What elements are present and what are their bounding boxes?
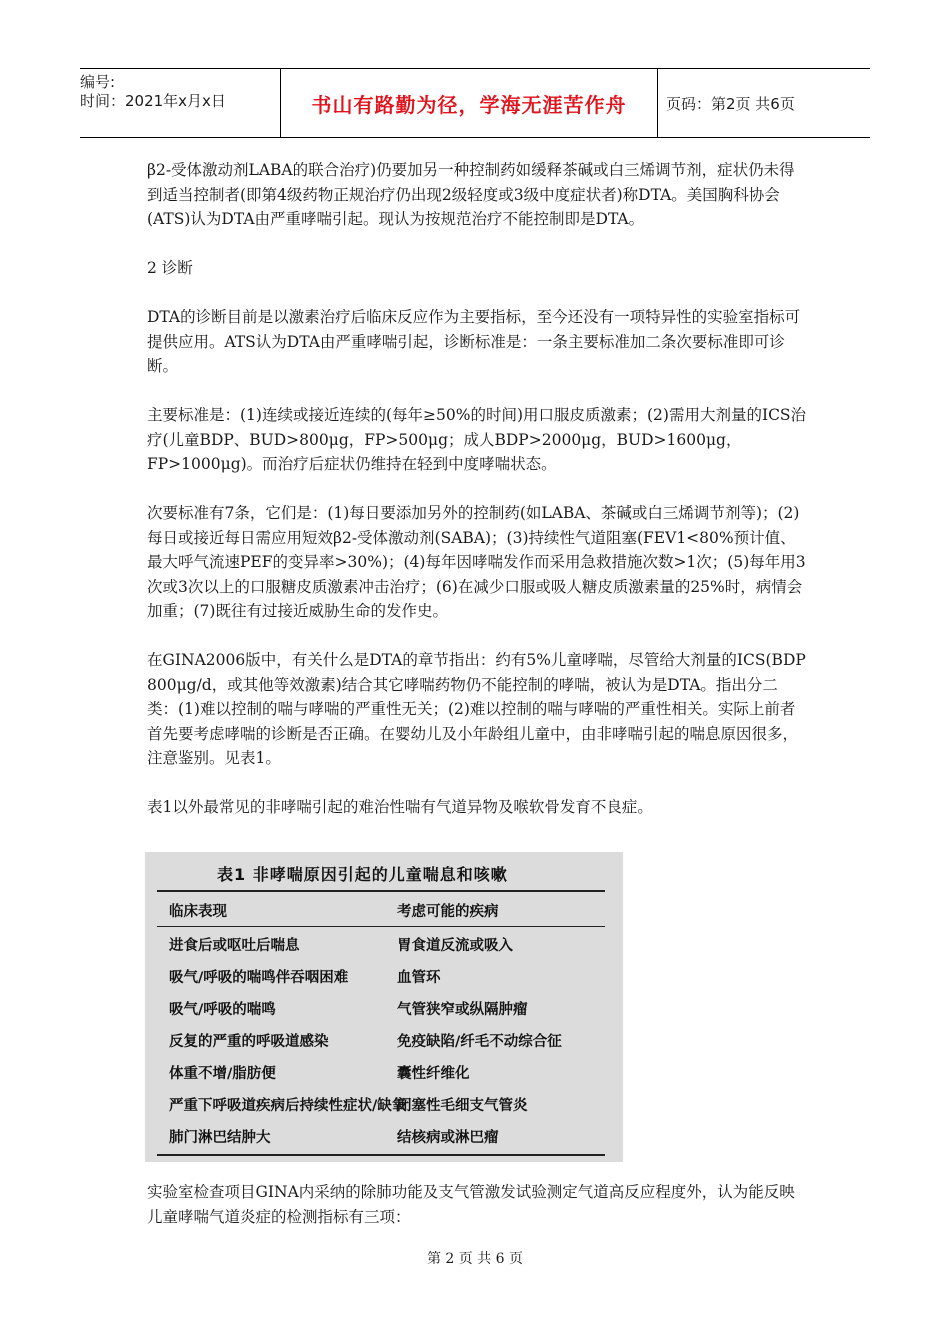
page-footer: 第 2 页 共 6 页 xyxy=(426,1251,524,1267)
table-row xyxy=(145,1120,623,1152)
table-col-header-disease: 考虑可能的疾病 xyxy=(397,904,499,920)
header-motto: 书山有路勤为径，学海无涯苦作舟 xyxy=(281,69,658,137)
doc-date-label: 时间：2021年x月x日 xyxy=(80,92,226,110)
table-cell-disease: 气管狭窄或纵隔肿瘤 xyxy=(397,1002,528,1018)
paragraph-minor-criteria: 次要标准有7条，它们是：(1)每日要添加另外的控制药(如LABA、茶碱或白三烯调节剂等)；(2)每日或接近每日需应用短效β2-受体激动剂(SABA)；(3)持续性气道阻塞(FEV1<80%预计值、最大呼气流速PEF的变异率>30%)；(4)每年因哮喘发作而采用急救措施次数>1次；(5)每年用3次或3次以上的口服糖皮质激素冲击治疗；(6)在减少口服或吸人糖皮质激素量的25%时，病情会加重；(7)既往有过接近威胁生命的发作史。 xyxy=(147,504,806,620)
paragraph-gina2006: 在GINA2006版中，有关什么是DTA的章节指出：约有5%儿童哮喘，尽管给大剂量的ICS(BDP 800μg/d，或其他等效激素)结合其它哮喘药物仍不能控制的哮喘，被认为是DTA。指出分二类：(1)难以控制的喘与哮喘的严重性无关；(2)难以控制的喘与哮喘的严重性相关。实际上前者首先要考虑哮喘的诊断是否正确。在婴幼儿及小年龄组儿童中，由非哮喘引起的喘息原因很多，注意鉴别。见表1。 xyxy=(147,651,806,767)
table-cell-symptom: 吸气/呼吸的喘鸣伴吞咽困难 xyxy=(169,970,349,986)
table-cell-disease: 结核病或淋巴瘤 xyxy=(397,1130,499,1146)
table-row xyxy=(145,960,623,992)
table-cell-symptom: 吸气/呼吸的喘鸣 xyxy=(169,1002,276,1018)
table-cell-symptom: 严重下呼吸道疾病后持续性症状/缺氧 xyxy=(169,1098,407,1114)
table-cell-symptom: 体重不增/脂肪便 xyxy=(169,1066,276,1082)
table-1-image xyxy=(145,852,623,1162)
page-header xyxy=(80,68,870,138)
table-row xyxy=(145,928,623,960)
table-header-rule xyxy=(157,926,605,927)
doc-number-label: 编号: xyxy=(80,73,116,91)
table-cell-symptom: 进食后或呕吐后喘息 xyxy=(169,938,300,954)
paragraph-diagnosis-overview: DTA的诊断目前是以激素治疗后临床反应作为主要指标，至今还没有一项特异性的实验室指标可提供应用。ATS认为DTA由严重哮喘引起，诊断标准是：一条主要标准加二条次要标准即可诊断。 xyxy=(147,308,801,375)
table-cell-disease: 囊性纤维化 xyxy=(397,1066,470,1082)
header-page-label: 页码：第2页 共6页 xyxy=(666,94,795,113)
closing-body xyxy=(147,1180,807,1254)
table-row xyxy=(145,992,623,1024)
table-bottom-rule xyxy=(157,1154,605,1156)
table-cell-disease: 胃食道反流或吸入 xyxy=(397,938,513,954)
paragraph-dta-definition: β2-受体激动剂LABA的联合治疗)仍要加另一种控制药如缓释茶碱或白三烯调节剂，症状仍未得到适当控制者(即第4级药物正规治疗仍出现2级轻度或3级中度症状者)称DTA。美国胸科协会(ATS)认为DTA由严重哮喘引起。现认为按规范治疗不能控制即是DTA。 xyxy=(147,161,795,228)
table-cell-disease: 闭塞性毛细支气管炎 xyxy=(397,1098,528,1114)
document-body xyxy=(147,158,807,844)
paragraph-major-criteria: 主要标准是：(1)连续或接近连续的(每年≥50%的时间)用口服皮质激素；(2)需用大剂量的ICS治疗(儿童BDP、BUD>800μg，FP>500μg；成人BDP>2000μg，BUD>1600μg，FP>1000μg)。而治疗后症状仍维持在轻到中度哮喘状态。 xyxy=(147,406,807,473)
header-meta xyxy=(80,69,281,137)
paragraph-table-note: 表1以外最常见的非哮喘引起的难治性喘有气道异物及喉软骨发育不良症。 xyxy=(147,798,653,816)
table-row xyxy=(145,1056,623,1088)
table-row xyxy=(145,1024,623,1056)
table-top-rule xyxy=(157,890,605,892)
table-cell-disease: 血管环 xyxy=(397,970,441,986)
table-cell-symptom: 反复的严重的呼吸道感染 xyxy=(169,1034,329,1050)
table-col-header-symptom: 临床表现 xyxy=(169,904,227,920)
table-cell-disease: 免疫缺陷/纤毛不动综合征 xyxy=(397,1034,562,1050)
section-heading-diagnosis: 2 诊断 xyxy=(147,259,193,277)
paragraph-lab-tests: 实验室检查项目GINA内采纳的除肺功能及支气管激发试验测定气道高反应程度外，认为能反映儿童哮喘气道炎症的检测指标有三项： xyxy=(147,1183,795,1226)
table-row xyxy=(145,1088,623,1120)
table-cell-symptom: 肺门淋巴结肿大 xyxy=(169,1130,271,1146)
table-title: 表1 非哮喘原因引起的儿童喘息和咳嗽 xyxy=(217,865,508,884)
